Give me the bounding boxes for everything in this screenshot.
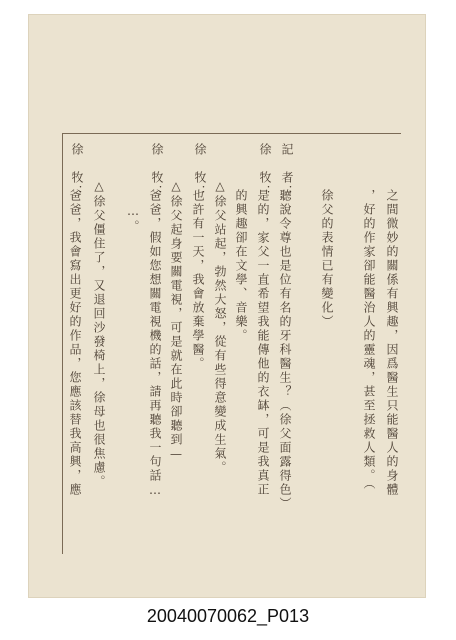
script-line-4: 聽說令尊也是位有名的牙科醫生？（徐父面露得色） [278, 189, 292, 511]
script-line-6: 的興趣卻在文學、音樂。 [234, 189, 248, 343]
script-line-12: △徐父僵住了，又退回沙發椅上，徐母也很焦慮。 [92, 179, 106, 489]
script-line-1: 之間微妙的關係有興趣，因爲醫生只能醫人的身體 [385, 189, 399, 497]
script-line-5: 是的，家父一直希望我能傳他的衣缽，可是我真正 [256, 189, 270, 497]
script-line-3: 徐父的表情已有變化） [320, 189, 334, 329]
script-line-7: △徐父站起，勃然大怒，從有些得意變成生氣。 [213, 179, 227, 475]
script-frame [62, 133, 401, 554]
script-line-10: 爸爸，假如您想關電視機的話，請再聽我一句話… [148, 189, 162, 499]
speaker-xu-mu-3: 徐 牧： [150, 143, 164, 199]
script-line-13: 爸爸，我會寫出更好的作品，您應該替我高興，應 [68, 189, 82, 497]
speaker-xu-mu-1: 徐 牧： [258, 143, 272, 199]
script-line-8: 也許有一天，我會放棄學醫。 [191, 189, 205, 371]
image-id-caption: 20040070062_P013 [146, 606, 310, 626]
script-line-11: …。 [126, 204, 140, 234]
speaker-xu-mu-4: 徐 牧： [70, 143, 84, 199]
script-line-9: △徐父起身要關電視，可是就在此時卻聽到— [169, 179, 183, 463]
speaker-xu-mu-2: 徐 牧： [193, 143, 207, 199]
script-line-2: ，好的作家卻能醫治人的靈魂，甚至拯救人類。（ [362, 189, 376, 491]
speaker-reporter: 記 者： [280, 143, 294, 199]
